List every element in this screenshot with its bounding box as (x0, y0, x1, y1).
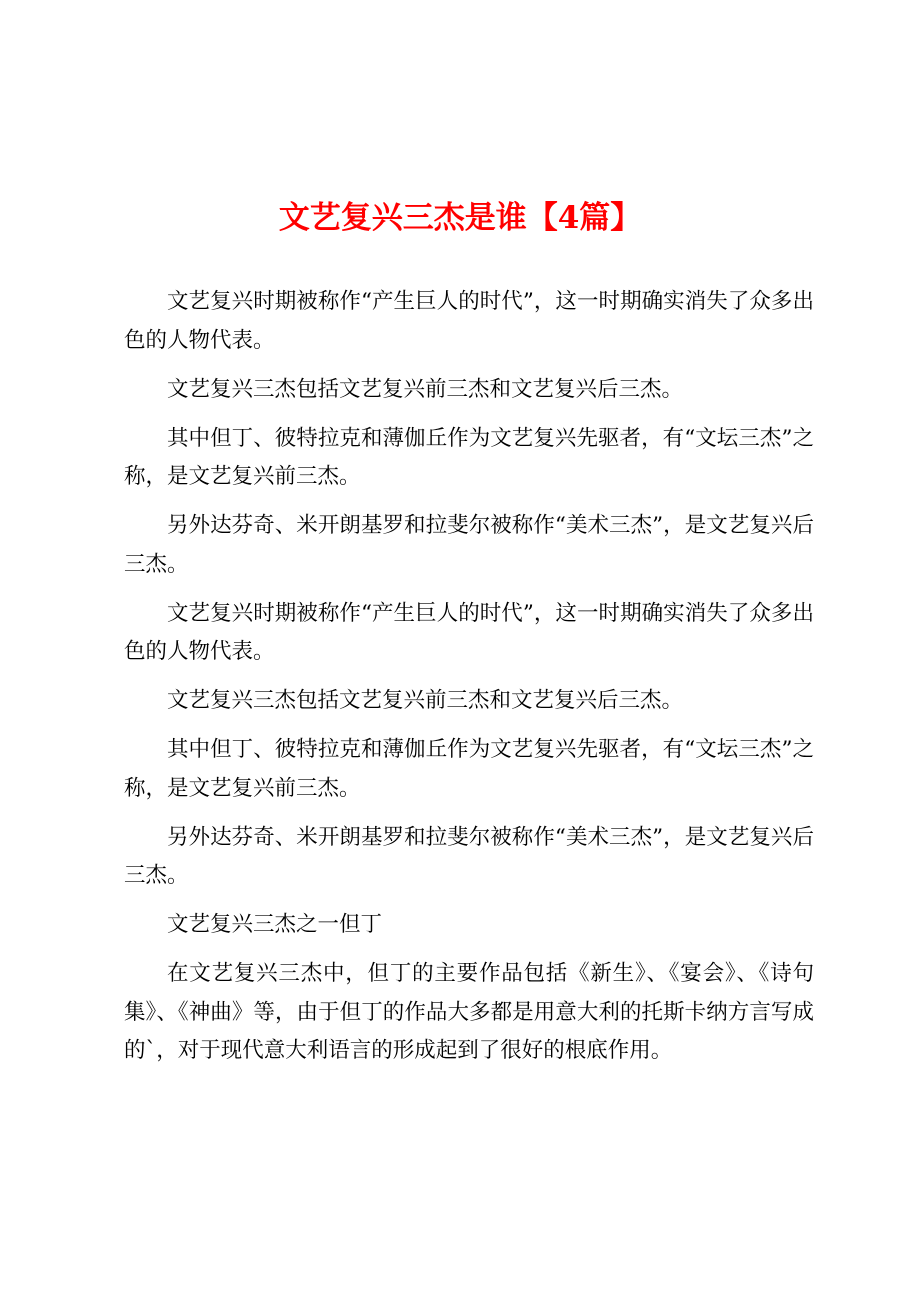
paragraph: 其中但丁、彼特拉克和薄伽丘作为文艺复兴先驱者，有“文坛三杰”之称，是文艺复兴前三杰。 (124, 737, 814, 801)
paragraph: 在文艺复兴三杰中，但丁的主要作品包括《新生》、《宴会》、《诗句集》、《神曲》等，由于但丁的作品大多都是用意大利的托斯卡纳方言写成的`，对于现代意大利语言的形成起到了很好的根底作用。 (124, 961, 814, 1063)
paragraph: 文艺复兴三杰包括文艺复兴前三杰和文艺复兴后三杰。 (167, 376, 684, 402)
paragraph: 文艺复兴时期被称作“产生巨人的时代”，这一时期确实消失了众多出色的人物代表。 (124, 289, 814, 353)
paragraph: 另外达芬奇、米开朗基罗和拉斐尔被称作“美术三杰”，是文艺复兴后三杰。 (124, 824, 814, 888)
paragraph: 文艺复兴三杰包括文艺复兴前三杰和文艺复兴后三杰。 (167, 688, 684, 713)
paragraph: 另外达芬奇、米开朗基罗和拉斐尔被称作“美术三杰”，是文艺复兴后三杰。 (124, 513, 814, 577)
paragraph: 文艺复兴时期被称作“产生巨人的时代”，这一时期确实消失了众多出色的人物代表。 (124, 600, 814, 664)
document-body (124, 283, 814, 1081)
paragraph: 其中但丁、彼特拉克和薄伽丘作为文艺复兴先驱者，有“文坛三杰”之称，是文艺复兴前三杰。 (124, 425, 814, 489)
document-title: 文艺复兴三杰是谁【4篇】 (278, 200, 642, 236)
section-heading: 文艺复兴三杰之一但丁 (167, 912, 383, 937)
